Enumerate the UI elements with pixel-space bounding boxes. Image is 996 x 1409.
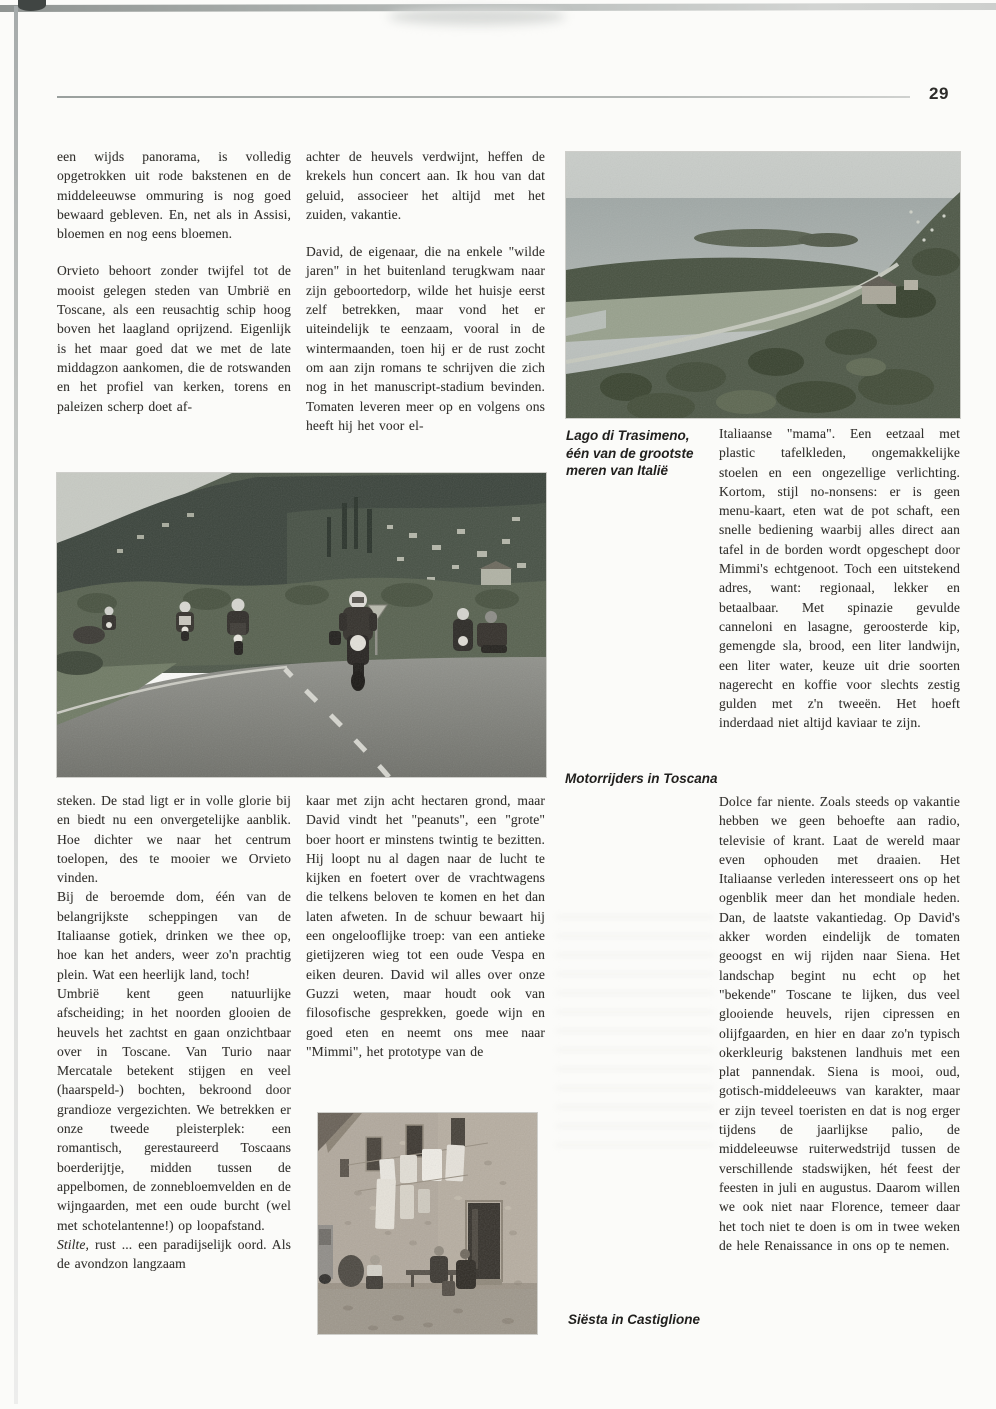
- article-column-1-top: [57, 147, 291, 434]
- article-paragraph: steken. De stad ligt er in volle glorie bij en biedt nu een onvergetelijke aanblik. Hoe dichter we naar het centrum toelopen, des te mooier we Orvieto vinden.: [57, 793, 291, 886]
- photo-lago-di-trasimeno: [566, 152, 960, 418]
- article-paragraph: achter de heuvels verdwijnt, heffen de krekels hun concert aan. Ik hou van dat geluid, associeer het altijd met het zuiden, vakantie.: [306, 149, 545, 222]
- article-paragraph: Dolce far niente. Zoals steeds op vakantie hebben we geen behoefte aan radio, televisie of krant. Laat de wereld maar even ophouden met draaien. Het Italiaanse verleden interesseert ons op het ogenblik meer dan het mondiale heden. Dan, de laatste vakantiedag. Op David's akker worden eindelijk de tomaten geoogst en wij rijden naar Siena. Het landschap begint nu echt op het "bekende" Toscane te lijken, dus veel glooiende heuvels, rijen cipressen en olijfgaarden, en hier en daar zo'n typisch okerkleurig bakstenen landhuis met een plat pannendak. Siena is mooi, oud, gotisch-middeleeuws van karakter, maar er zijn teveel toeristen en dat is nog erger tijdens de jaarlijkse palio, de middeleeuwse ruiterwedstrijd tussen de verschillende stadswijken, hét feest der feesten in juli en augustus. Daarom willen we ook niet naar Florence, temeer daar het toch niet te doen is om in twee weken de hele Renaissance in ons op te nemen.: [719, 794, 960, 1253]
- paragraph-text: rust ... een paradijselijk oord. Als de avondzon langzaam: [57, 1236, 291, 1272]
- article-column-2-bottom: [306, 791, 545, 1061]
- article-paragraph: een wijds panorama, is volledig opgetrokken uit rode bakstenen en de middeleeuwse ommuring is nog goed bewaard gebleven. En, net als in Assisi, bloemen en nog eens bloemen.: [57, 149, 291, 242]
- article-paragraph: [57, 1235, 291, 1274]
- scan-artifact-left-edge: [14, 6, 18, 1404]
- article-column-2-top: [306, 147, 545, 453]
- page-number: 29: [929, 84, 950, 103]
- article-column-4-bottom: [719, 792, 960, 1273]
- article-paragraph: Bij de beroemde dom, één van de belangrijkste scheppingen van de Italiaanse gotiek, drinken we thee op, hoe kan het anders, weer zo'n prachtig plein. Wat een heerlijk land, toch!: [57, 889, 291, 982]
- article-paragraph: Umbrië kent geen natuurlijke afscheiding; in het noorden glooien de heuvels het zachtst en gaan onzichtbaar over in Toscane. Van Turio naar Mercatale betekent stijgen en veel (haarspeld-) bochten, bekroond door grandioze vergezichten. We betrekken er onze tweede pleisterplek: een romantisch, gerestaureerd Toscaans boerderijtje, midden tussen de appelbomen, de zonnebloemvelden en de wijngaarden, met een oude burcht (wel met schotelantenne!) op loopafstand.: [57, 985, 291, 1233]
- photo-caption-trasimeno: Lago di Trasimeno, één van de grootste meren van Italië: [566, 428, 694, 478]
- article-paragraph: Orvieto behoort zonder twijfel tot de mooist gelegen steden van Umbrië en Toscane, als een reusachtig schip hoog boven het laagland oprijzend. Eigenlijk is het maar goed dat we met de late middagzon aankomen, die de rotswanden en het profiel van kerken, torens en paleizen scherp doet af-: [57, 263, 291, 414]
- article-paragraph: David, de eigenaar, die na enkele "wilde jaren" in het buitenland terugkwam naar zijn geboortedorp, wilde het huisje eerst zelf betrekken, maar vond het er uiteindelijk te eenzaam, vooral in de wintermaanden, toen hij er de rust zocht om aan zijn romans te schrijven die zich nog in het manuscript-stadium bevinden. Tomaten leveren meer op en volgens ons heeft hij het voor el-: [306, 244, 545, 433]
- article-column-1-bottom: [57, 791, 291, 1273]
- photo-caption-siesta: Siësta in Castiglione: [568, 1312, 701, 1327]
- header-rule: [57, 96, 910, 98]
- article-paragraph: kaar met zijn acht hectaren grond, maar David vindt het "peanuts", een "grote" boer hoort er minstens twintig te bezitten. Hij loopt nu al dagen naar de lucht te kijken en foetert over de vrachtwagens die telkens beloven te komen en het dan laten afweten. In de schuur bewaart hij een ongelooflijke troep: van een antieke gietijzeren wieg tot een oude Vespa en eiken deuren. David wil alles over onze Guzzi weten, maar houdt ook van filosofische gesprekken, goede wijn en goed eten en neemt ons mee naar "Mimmi", het prototype van de: [306, 793, 545, 1059]
- photo-siesta-castiglione: [318, 1113, 537, 1334]
- scan-artifact-smudge: [388, 8, 566, 25]
- photo-caption-motorrijders: Motorrijders in Toscana: [565, 771, 718, 786]
- article-paragraph: Italiaanse "mama". Een eetzaal met plastic tafelkleden, ongemakkelijke stoelen en een ongezellige verlichting. Kortom, stijl no-nonsens: er is geen menu-kaart, eten wat de pot schaft, een snelle bediening waarbij alles direct aan tafel in de borden wordt opgeschept door Mimmi's echtgenoot. Toch een uitstekend adres, want: regionaal, lekker en betaalbaar. Met spinazie gevulde canneloni en lasagne, geroosterde kip, gemengde sla, brood, een liter landwijn, een liter water, keuze uit drie soorten nagerecht en koffie voor slechts zestig gulden met z'n tweeën. Het hoeft inderdaad niet altijd kaviaar te zijn.: [719, 426, 960, 731]
- italic-lead: Stilte,: [57, 1236, 90, 1252]
- article-column-4-top: [719, 424, 960, 751]
- photo-motorrijders: [57, 473, 546, 777]
- scan-bleed-through: [556, 915, 714, 1153]
